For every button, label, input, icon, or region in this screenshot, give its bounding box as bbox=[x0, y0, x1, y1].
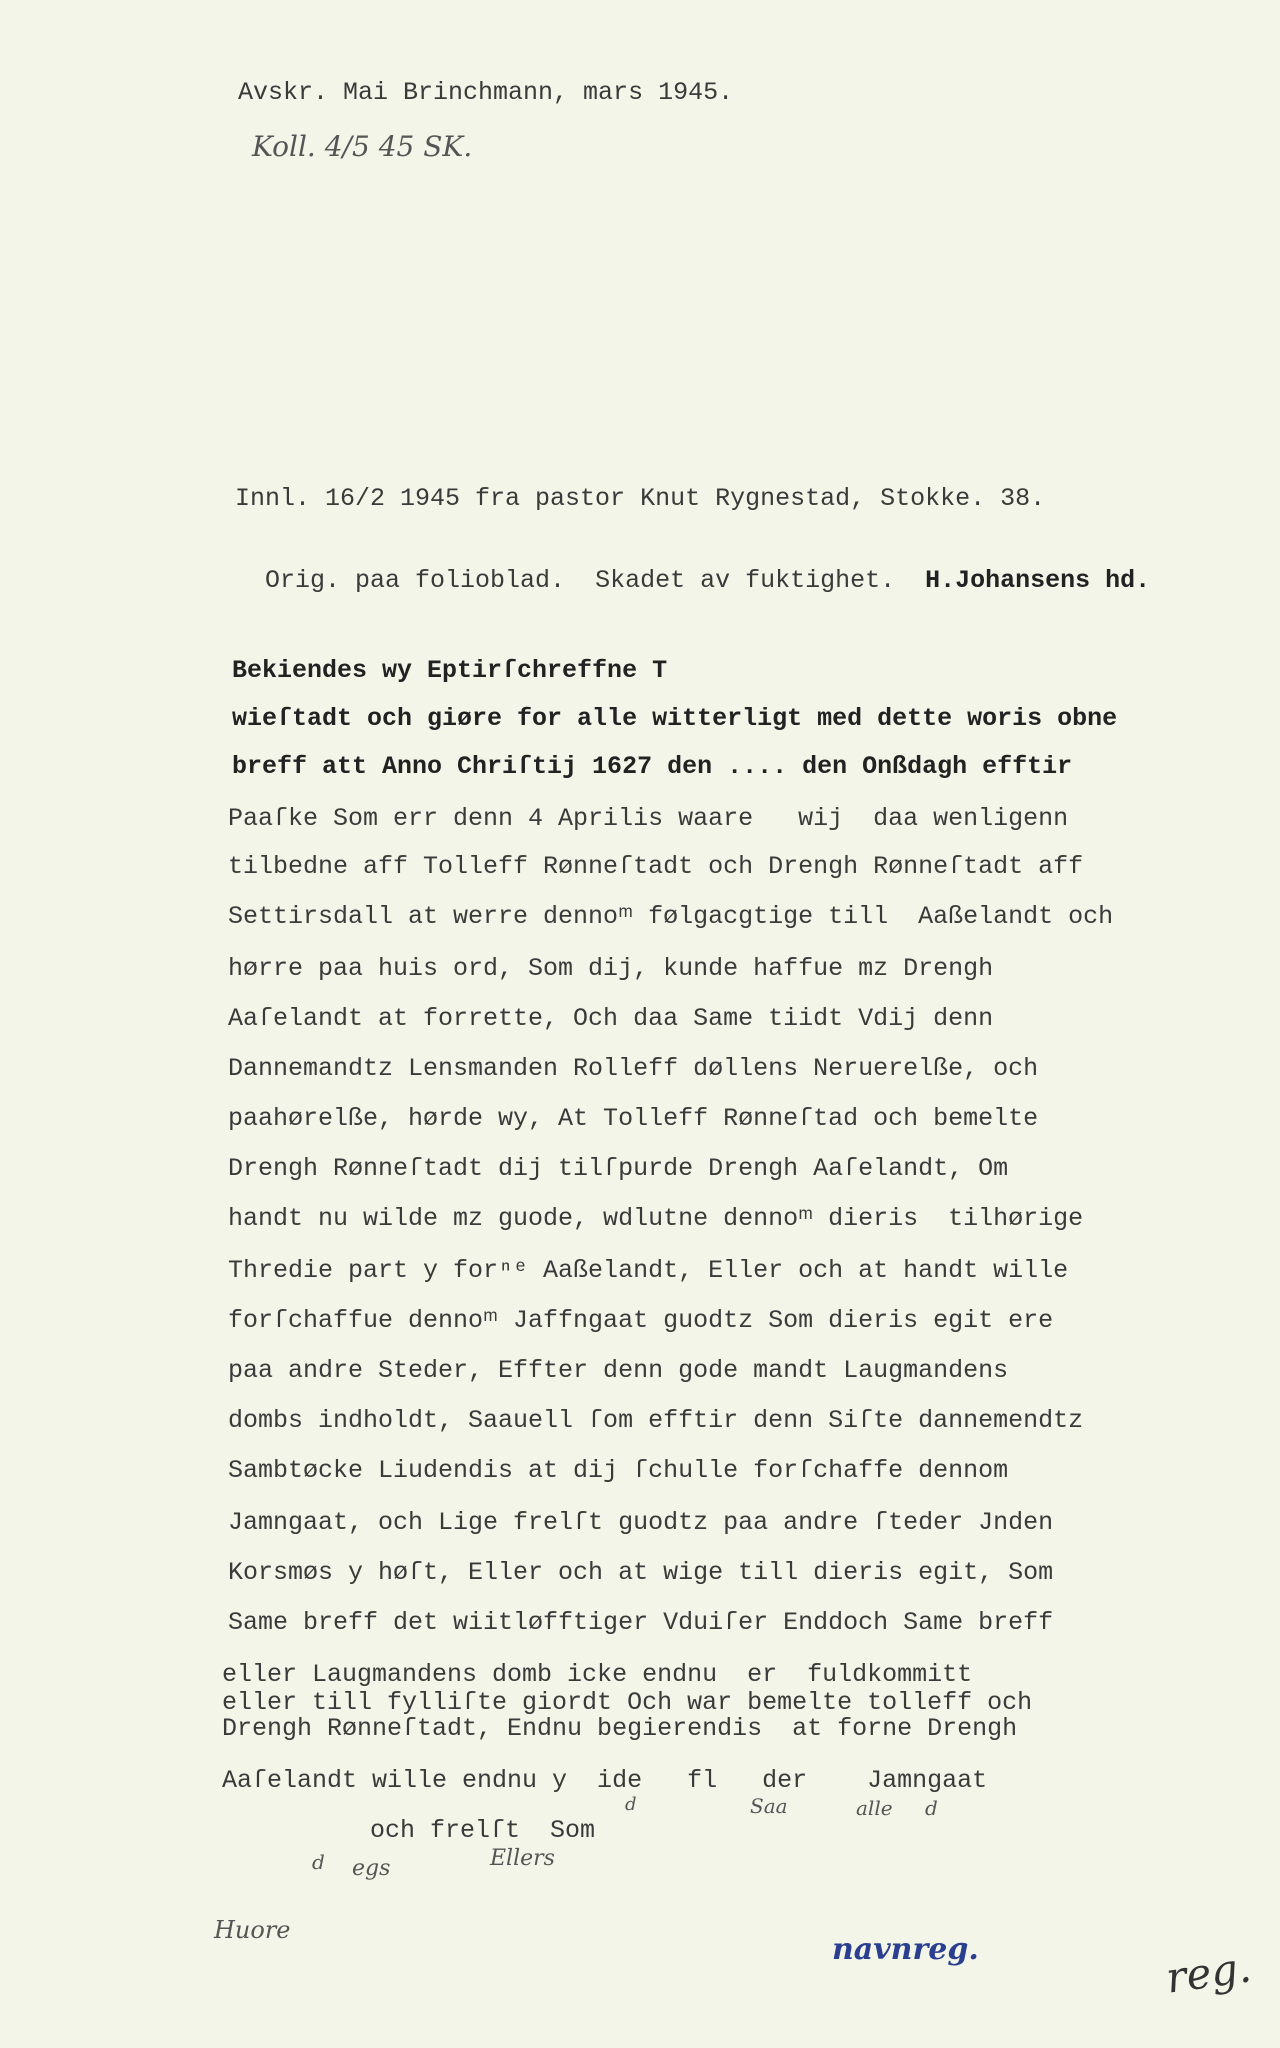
transcript-line: eller till fylliſte giordt Och war bemelte tolleff och bbox=[222, 1688, 1033, 1717]
transcriber-line: Avskr. Mai Brinchmann, mars 1945. bbox=[238, 78, 734, 107]
intro-line-2-hand: H.Johansens hd. bbox=[925, 566, 1151, 595]
transcript-line: Aaſelandt wille endnu y ide fl der Jamngaat bbox=[222, 1766, 988, 1795]
transcript-line: Sambtøcke Liudendis at dij ſchulle forſchaffe dennom bbox=[228, 1456, 1009, 1485]
transcript-line: paahørelße, hørde wy, At Tolleff Rønneſtad och bemelte bbox=[228, 1104, 1039, 1133]
handwritten-reference: Koll. 4/5 45 SK. bbox=[252, 130, 473, 163]
margin-note-saa: Saa bbox=[750, 1794, 788, 1818]
intro-line-2-text: Orig. paa folioblad. Skadet av fuktighet. bbox=[265, 566, 896, 595]
transcript-line: Aaſelandt at forrette, Och daa Same tiidt Vdij denn bbox=[228, 1004, 994, 1033]
margin-note-egs: egs bbox=[352, 1856, 391, 1881]
intro-line-2 bbox=[235, 536, 1150, 596]
margin-note-d-2: d bbox=[925, 1796, 938, 1820]
transcript-line: Drengh Rønneſtadt dij tilſpurde Drengh Aaſelandt, Om bbox=[228, 1154, 1009, 1183]
margin-note-ellers: Ellers bbox=[490, 1846, 555, 1871]
transcript-line: hørre paa huis ord, Som dij, kunde haffue mz Drengh bbox=[228, 954, 994, 983]
transcript-line: wieſtadt och giøre for alle witterligt med dette woris obne bbox=[232, 704, 1118, 733]
transcript-line: eller Laugmandens domb icke endnu er fuldkommitt bbox=[222, 1660, 973, 1689]
transcript-line: paa andre Steder, Effter denn gode mandt Laugmandens bbox=[228, 1356, 1009, 1385]
transcript-line: breff att Anno Chriſtij 1627 den .... den Onßdagh efftir bbox=[232, 752, 1073, 781]
transcript-line: Drengh Rønneſtadt, Endnu begierendis at forne Drengh bbox=[222, 1714, 1018, 1743]
transcript-line: Settirsdall at werre dennoᵐ følgacgtige till Aaßelandt och bbox=[228, 902, 1114, 931]
transcript-line: Thredie part y forⁿᵉ Aaßelandt, Eller och at handt wille bbox=[228, 1256, 1069, 1285]
transcript-line: tilbedne aff Tolleff Rønneſtadt och Drengh Rønneſtadt aff bbox=[228, 852, 1084, 881]
transcript-line: Paaſke Som err denn 4 Aprilis waare wij daa wenligenn bbox=[228, 804, 1069, 833]
margin-note-d-3: d bbox=[312, 1850, 325, 1874]
corner-reg-note: reg. bbox=[1163, 1942, 1255, 2003]
intro-line-1: Innl. 16/2 1945 fra pastor Knut Rygnestad, Stokke. 38. bbox=[235, 484, 1046, 513]
transcript-line: forſchaffue dennoᵐ Jaffngaat guodtz Som dieris egit ere bbox=[228, 1306, 1054, 1335]
transcript-line: Bekiendes wy Eptirſchreffne T bbox=[232, 656, 668, 685]
transcript-line: Same breff det wiitløfftiger Vduiſer Enddoch Same breff bbox=[228, 1608, 1054, 1637]
transcript-line: handt nu wilde mz guode, wdlutne dennoᵐ dieris tilhørige bbox=[228, 1204, 1084, 1233]
transcript-line: Jamngaat, och Lige frelſt guodtz paa andre ſteder Jnden bbox=[228, 1508, 1054, 1537]
margin-note-huore: Huore bbox=[214, 1916, 291, 1944]
transcript-line: Dannemandtz Lensmanden Rolleff døllens Neruerelße, och bbox=[228, 1054, 1039, 1083]
transcript-line: och frelſt Som bbox=[370, 1816, 596, 1845]
navnreg-stamp: navnreg. bbox=[832, 1932, 979, 1967]
transcript-line: dombs indholdt, Saauell ſom efftir denn Siſte dannemendtz bbox=[228, 1406, 1084, 1435]
margin-note-d-1: d bbox=[625, 1794, 637, 1815]
margin-note-alle: alle bbox=[856, 1796, 893, 1820]
transcript-line: Korsmøs y høſt, Eller och at wige till dieris egit, Som bbox=[228, 1558, 1054, 1587]
